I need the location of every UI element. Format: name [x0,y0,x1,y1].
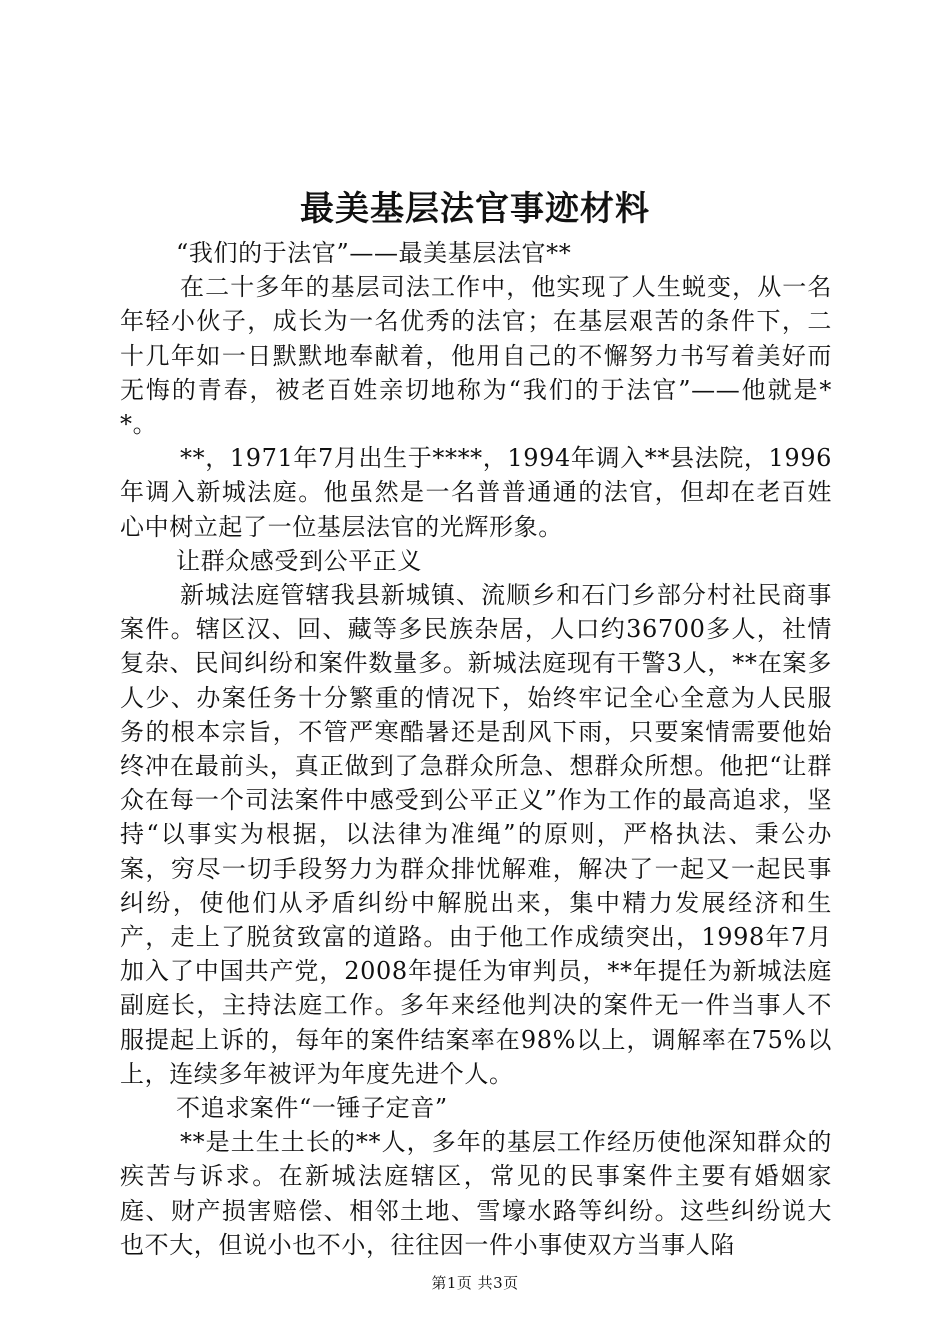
page-footer: 第1页 共3页 [431,1274,519,1292]
paragraph-intro: 在二十多年的基层司法工作中，他实现了人生蜕变，从一名年轻小伙子，成长为一名优秀的法官；在基层艰苦的条件下，二十几年如一日默默地奉献着，他用自己的不懈努力书写着美好而无悔的青春，被老百姓亲切地称为“我们的于法官”——他就是**。 [120,273,832,439]
paragraph-justice: 新城法庭管辖我县新城镇、流顺乡和石门乡部分村社民商事案件。辖区汉、回、藏等多民族杂居，人口约36700多人，社情复杂、民间纠纷和案件数量多。新城法庭现有干警3人，**在案多人少、办案任务十分繁重的情况下，始终牢记全心全意为人民服务的根本宗旨，不管严寒酷暑还是刮风下雨，只要案情需要他始终冲在最前头，真正做到了急群众所急、想群众所想。他把“让群众在每一个司法案件中感受到公平正义”作为工作的最高追求，坚持“以事实为根据，以法律为准绳”的原则，严格执法、秉公办案，穷尽一切手段努力为群众排忧解难，解决了一起又一起民事纠纷，使他们从矛盾纠纷中解脱出来，集中精力发展经济和生产，走上了脱贫致富的道路。由于他工作成绩突出，1998年7月加入了中国共产党，2008年提任为审判员，**年提任为新城法庭副庭长，主持法庭工作。多年来经他判决的案件无一件当事人不服提起上诉的，每年的案件结案率在98%以上，调解率在75%以上，连续多年被评为年度先进个人。 [120,581,832,1088]
section-heading-justice: 让群众感受到公平正义 [176,546,422,575]
document-title: 最美基层法官事迹材料 [300,189,650,229]
paragraph-biography: **，1971年7月出生于****，1994年调入**县法院，1996年调入新城法庭。他虽然是一名普普通通的法官，但却在老百姓心中树立起了一位基层法官的光辉形象。 [120,444,832,541]
paragraph-mediation: **是土生土长的**人，多年的基层工作经历使他深知群众的疾苦与诉求。在新城法庭辖区，常见的民事案件主要有婚姻家庭、财产损害赔偿、相邻土地、雪壕水路等纠纷。这些纠纷说大也不大，但说小也不小，往往因一件小事使双方当事人陷 [120,1128,832,1259]
section-heading-mediation: 不追求案件“一锤子定音” [176,1094,448,1123]
subtitle-line: “我们的于法官”——最美基层法官** [176,239,572,267]
document-body [120,236,832,1262]
